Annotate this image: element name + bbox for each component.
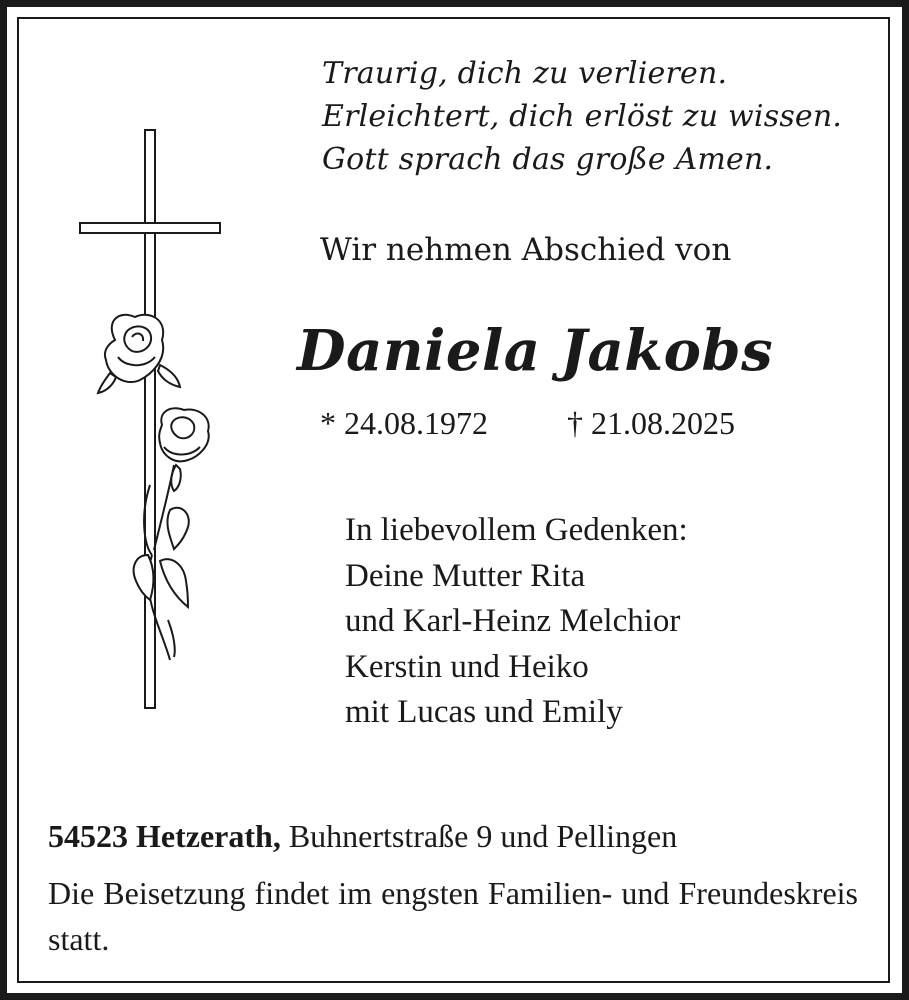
- death-date: † 21.08.2025: [567, 405, 735, 441]
- poem-verse: [322, 52, 842, 181]
- farewell-text: Wir nehmen Abschied von: [320, 232, 732, 268]
- poem-line-3: Gott sprach das große Amen.: [322, 142, 774, 177]
- address-details: Buhnertstraße 9 und Pellingen: [288, 818, 678, 854]
- address-place: 54523 Hetzerath,: [48, 818, 281, 854]
- memorial-list: [345, 508, 688, 736]
- memorial-heading: In liebevollem Gedenken:: [345, 512, 688, 548]
- mourner-line: und Karl-Heinz Melchior: [345, 603, 681, 639]
- deceased-name: Daniela Jakobs: [297, 318, 774, 384]
- address-line: [48, 818, 677, 855]
- poem-line-1: Traurig, dich zu verlieren.: [322, 56, 728, 91]
- mourner-line: mit Lucas und Emily: [345, 694, 623, 730]
- burial-note: Die Beisetzung findet im engsten Familien- und Freundeskreis statt.: [48, 875, 858, 957]
- mourner-line: Kerstin und Heiko: [345, 648, 589, 685]
- birth-date: * 24.08.1972: [320, 405, 488, 441]
- cross-with-roses-icon: [70, 125, 230, 719]
- poem-line-2: Erleichtert, dich erlöst zu wissen.: [322, 99, 843, 134]
- mourner-line: Deine Mutter Rita: [345, 557, 586, 594]
- life-dates: [320, 405, 735, 442]
